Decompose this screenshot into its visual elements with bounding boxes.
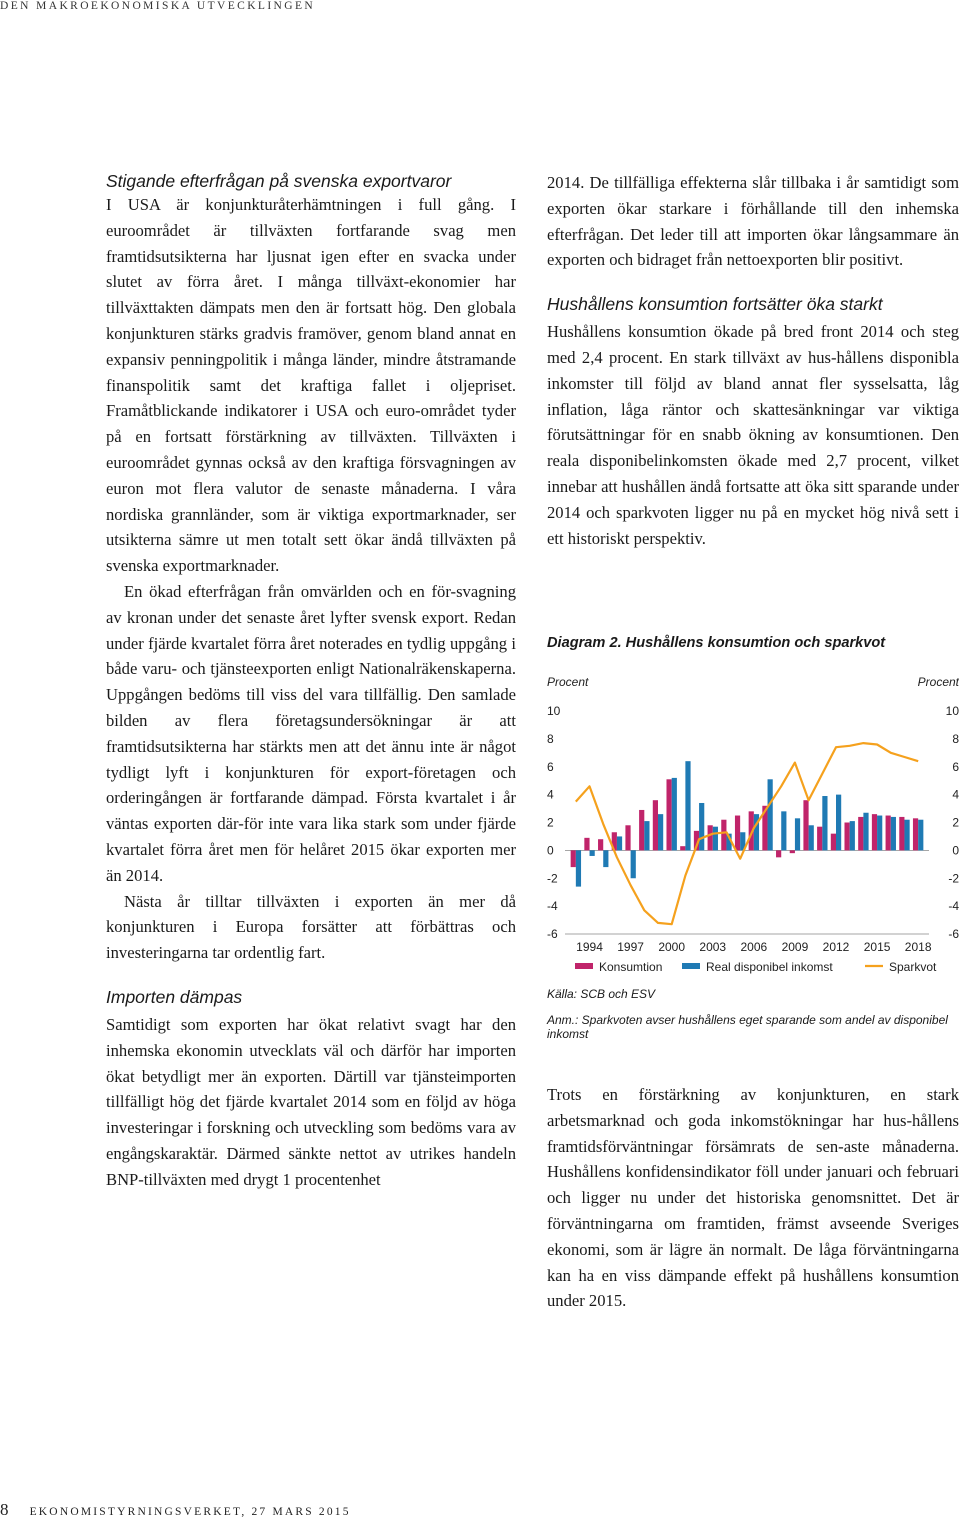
bar-konsumtion: [598, 839, 603, 850]
bar-konsumtion: [721, 820, 726, 851]
bar-konsumtion: [735, 816, 740, 851]
bar-konsumtion: [844, 823, 849, 851]
page-number: 8: [0, 1500, 9, 1519]
bar-konsumtion: [872, 814, 877, 850]
chart-note: Anm.: Sparkvoten avser hushållens eget sparande som andel av disponibel inkomst: [547, 1013, 948, 1041]
chart-svg: [547, 651, 959, 981]
bar-konsumtion: [831, 834, 836, 851]
bar-real-disponibel-inkomst: [836, 795, 841, 851]
bar-konsumtion: [680, 846, 685, 850]
x-tick-label: 2003: [699, 940, 727, 954]
footer: [0, 1500, 351, 1520]
x-tick-label: 2012: [822, 940, 850, 954]
paragraph: Samtidigt som exporten har ökat relativt svagt har den inhemska ekonomin utvecklats väl och därför har importen ökat betydligt mer än exporten. Därtill var tjänsteimporten tillfälligt hög det fjärde kvartalet 2014 som en följd av höga investeringar i forskning och utveckling som bedöms vara av engångskaraktär. Därmed sänkte nettot av utrikes handeln BNP-tillväxten med drygt 1 procentenhet: [106, 1014, 516, 1189]
y-tick-label-left: 8: [547, 731, 554, 746]
y-tick-label-left: -2: [547, 871, 558, 886]
y-tick-label-right: 2: [952, 815, 959, 830]
paragraph: Hushållens konsumtion ökade på bred front 2014 och steg med 2,4 procent. En stark tillväxt av hus-hållens disponibla inkomster till följd av bland annat fler sysselsatta, låg inflation, låga räntor och skattesänkningar var viktiga förutsättningar för en snabb ökning av konsumtionen. Den reala disponibelinkomsten ökade med 2,7 procent, vilket innebar att hushållen ändå fortsatte att öka sitt sparande under 2014 och sparkvoten ligger nu på en mycket hög nivå sett i ett historiskt perspektiv.: [547, 322, 959, 548]
bar-konsumtion: [653, 800, 658, 850]
bar-konsumtion: [666, 779, 671, 850]
y-tick-label-right: 8: [952, 731, 959, 746]
y-tick-label-right: 0: [952, 843, 959, 858]
bar-real-disponibel-inkomst: [590, 850, 595, 856]
y-tick-label-left: 4: [547, 787, 554, 802]
x-tick-label: 1997: [617, 940, 644, 954]
bar-real-disponibel-inkomst: [685, 761, 690, 850]
bar-real-disponibel-inkomst: [699, 803, 704, 850]
bar-konsumtion: [625, 825, 630, 850]
bar-konsumtion: [803, 800, 808, 850]
y-tick-label-left: 0: [547, 843, 554, 858]
y-tick-label-right: -6: [948, 927, 959, 941]
bar-real-disponibel-inkomst: [631, 850, 636, 878]
bar-real-disponibel-inkomst: [809, 825, 814, 850]
bar-real-disponibel-inkomst: [713, 827, 718, 851]
bar-konsumtion: [899, 817, 904, 850]
y-tick-label-right: 10: [945, 704, 959, 718]
bar-real-disponibel-inkomst: [603, 850, 608, 867]
footer-text: EKONOMISTYRNINGSVERKET, 27 MARS 2015: [29, 1506, 351, 1518]
bar-real-disponibel-inkomst: [768, 779, 773, 850]
y-tick-label-left: 10: [547, 704, 561, 718]
legend-label: Konsumtion: [599, 960, 663, 974]
paragraph: Trots en förstärkning av konjunkturen, en stark arbetsmarknad och goda inkomstökningar har hus-hållens framtidsförväntningar försämrats de sen-aste månaderna. Hushållens konfidensindikator föll under januari och februari och ligger nu under det historiska genomsnittet. Det är förväntningarna om framtiden, främst avseende Sveriges ekonomi, som är lägre än normalt. De låga förväntningarna kan ha en viss dämpande effekt på hushållens konsumtion under 2015.: [547, 1085, 959, 1311]
x-tick-label: 1994: [576, 940, 603, 954]
bar-konsumtion: [790, 850, 795, 853]
y-tick-label-left: 6: [547, 759, 554, 774]
bar-real-disponibel-inkomst: [576, 850, 581, 886]
legend-label: Real disponibel inkomst: [706, 960, 833, 974]
left-column: [106, 170, 516, 1192]
bar-real-disponibel-inkomst: [918, 820, 923, 851]
running-head: DEN MAKROEKONOMISKA UTVECKLINGEN: [0, 0, 316, 12]
y-axis-label-right: Procent: [917, 675, 959, 689]
bar-real-disponibel-inkomst: [658, 814, 663, 850]
right-column: [547, 170, 959, 551]
bar-konsumtion: [858, 817, 863, 850]
bar-konsumtion: [817, 827, 822, 851]
y-tick-label-right: 6: [952, 759, 959, 774]
bar-konsumtion: [776, 850, 781, 857]
paragraph: Nästa år tilltar tillväxten i exporten än mer då konjunkturen i Europa forsätter att förbättras och investeringarna tar ordentlig fart.: [106, 891, 516, 963]
right-column-bottom: [547, 1082, 959, 1314]
bar-konsumtion: [708, 825, 713, 850]
section-heading-consumption: Hushållens konsumtion fortsätter öka starkt: [547, 294, 883, 315]
x-tick-label: 2006: [740, 940, 768, 954]
chart-title: Diagram 2. Hushållens konsumtion och sparkvot: [547, 635, 886, 651]
y-tick-label-right: 4: [952, 787, 959, 802]
y-tick-label-right: -4: [948, 899, 959, 914]
legend-swatch: [575, 963, 593, 969]
bar-real-disponibel-inkomst: [781, 811, 786, 850]
y-tick-label-left: -6: [547, 927, 558, 941]
x-tick-label: 2018: [904, 940, 932, 954]
x-tick-label: 2009: [781, 940, 809, 954]
bar-konsumtion: [639, 810, 644, 850]
bar-real-disponibel-inkomst: [904, 820, 909, 851]
bar-real-disponibel-inkomst: [672, 778, 677, 850]
paragraph: En ökad efterfrågan från omvärlden och en för-svagning av kronan under det senaste året lyfter svensk export. Redan under fjärde kvartalet förra året noterades en tydlig uppgång i både varu- och tjänsteexporten enligt Nationalräkenskaperna. Uppgången bedöms till viss del vara tillfällig. Den samlade bilden av flera företagsundersökningar är att framtidsutsikterna har stärkts men att det ännu inte är något tydligt lyft i konjunkturen för export-företagen och orderingången är fortfarande dämpad. Första kvartalet i år väntas exporten där-för inte vara lika stark som under fjärde kvartalet förra året men för helåret 2015 ökar exporten mer än 2014.: [106, 581, 516, 885]
paragraph: I USA är konjunkturåterhämtningen i full gång. I euroområdet är tillväxten fortfarande svag men framtidsutsikterna har ljusnat igen efter en svacka under slutet av förra året. I många tillväxt-ekonomier har tillväxttakten dämpats men den är fortsatt hög. Den globala konjunkturen stärks gradvis framöver, genom bland annat en expansiv penningpolitik i många länder, mindre åtstramande finanspolitik samt det kraftiga fallet i oljepriset. Framåtblickande indikatorer i USA och euro-området tyder på en fortsatt förstärkning av tillväxten. Tillväxten i euroområdet gynnas också av den kraftiga försvagningen av euron mot flera valutor de senaste månaderna. I våra nordiska grannländer, som är viktiga exportmarknader, ser utsikterna sämre ut men totalt sett ökar ändå tillväxten på svenska exportmarknader.: [106, 195, 516, 576]
x-tick-label: 2000: [658, 940, 686, 954]
bar-konsumtion: [886, 816, 891, 851]
section-heading-import: Importen dämpas: [106, 986, 243, 1007]
bar-real-disponibel-inkomst: [877, 816, 882, 851]
legend-swatch: [682, 963, 700, 969]
y-tick-label-left: -4: [547, 899, 558, 914]
bar-real-disponibel-inkomst: [863, 813, 868, 851]
bar-real-disponibel-inkomst: [644, 821, 649, 850]
bar-konsumtion: [571, 850, 576, 867]
bar-real-disponibel-inkomst: [850, 821, 855, 850]
legend-label: Sparkvot: [889, 960, 937, 974]
y-tick-label-left: 2: [547, 815, 554, 830]
chart-source: Källa: SCB och ESV: [547, 987, 656, 1001]
paragraph: 2014. De tillfälliga effekterna slår tillbaka i år samtidigt som exporten ökar starkare i förhållande till den inhemska efterfrågan. Det leder till att importen ökar långsammare än exporten och bidraget från nettoexporten blir positivt.: [547, 173, 959, 270]
bar-real-disponibel-inkomst: [795, 818, 800, 850]
bar-konsumtion: [913, 818, 918, 850]
bar-real-disponibel-inkomst: [822, 796, 827, 850]
y-axis-label-left: Procent: [547, 675, 589, 689]
bar-real-disponibel-inkomst: [617, 836, 622, 850]
bar-real-disponibel-inkomst: [891, 817, 896, 850]
x-tick-label: 2015: [863, 940, 891, 954]
y-tick-label-right: -2: [948, 871, 959, 886]
section-heading-export: Stigande efterfrågan på svenska exportvaror: [106, 171, 452, 191]
chart-block: [547, 635, 959, 1041]
bar-konsumtion: [584, 838, 589, 851]
